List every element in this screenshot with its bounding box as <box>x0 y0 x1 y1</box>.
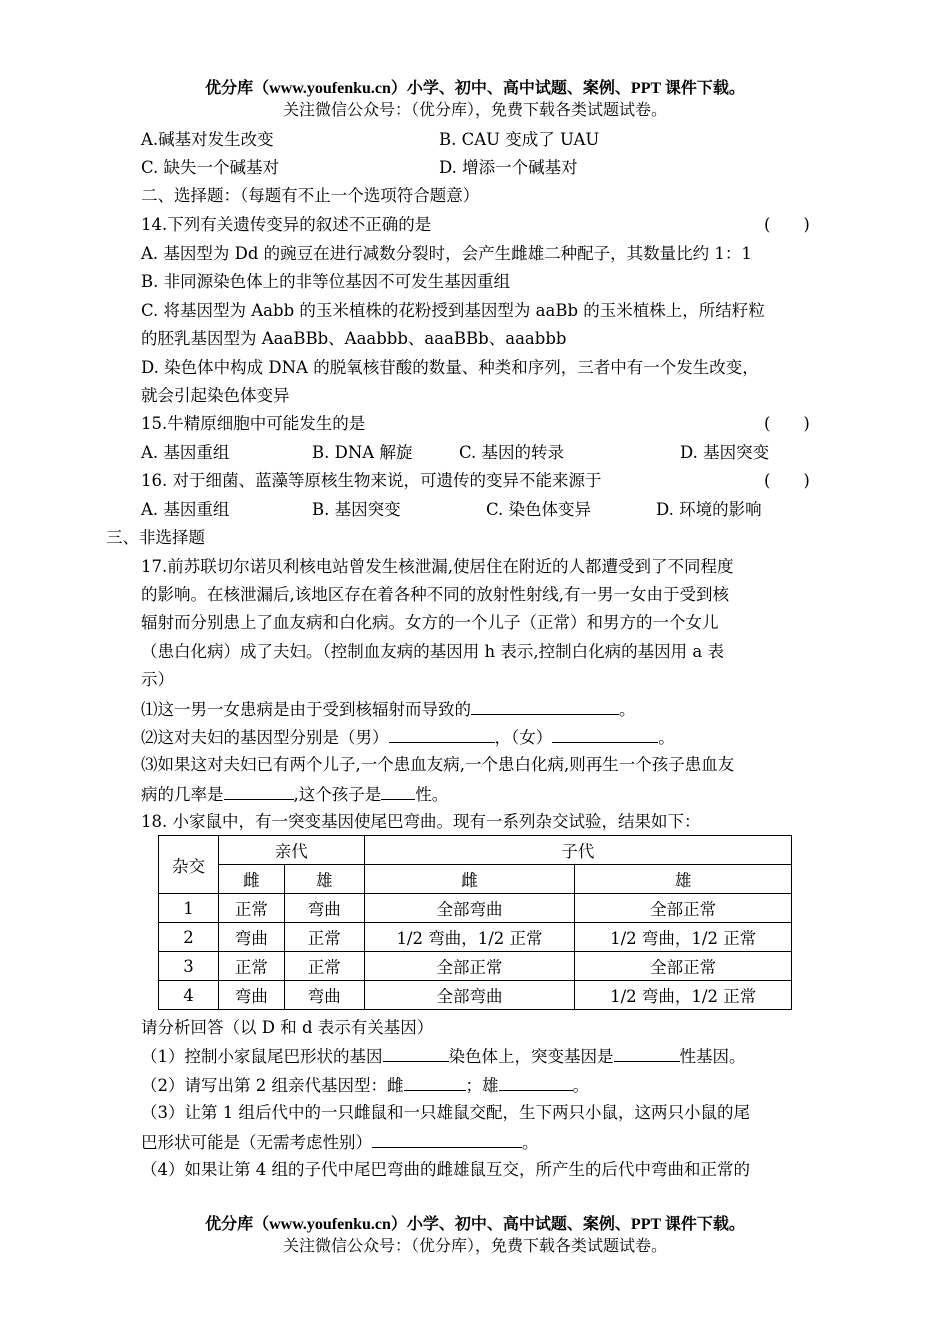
q17-sub1 <box>141 697 636 722</box>
q16-option-d: D. 环境的影响 <box>656 500 762 519</box>
q16-option-b: B. 基因突变 <box>312 500 401 519</box>
q18-part1-dominance-blank[interactable] <box>614 1044 680 1062</box>
q13-option-c: C. 缺失一个碱基对 <box>141 158 280 177</box>
q18-part1-text: （1）控制小家鼠尾巴形状的基因 <box>141 1047 383 1066</box>
q16-option-c: C. 染色体变异 <box>486 500 592 519</box>
q17-sub3-line2 <box>141 782 448 807</box>
table-row <box>159 923 792 952</box>
q15-option-a: A. 基因重组 <box>141 443 230 462</box>
cell-parent-male: 弯曲 <box>284 894 364 923</box>
section-2-title: 二、选择题：（每题有不止一个选项符合题意） <box>141 186 480 205</box>
table-row <box>159 981 792 1010</box>
q18-part3-line1: （3）让第 1 组后代中的一只雌鼠和一只雄鼠交配，生下两只小鼠，这两只小鼠的尾 <box>141 1103 750 1122</box>
table-row <box>159 894 792 923</box>
table-subheader-row <box>159 865 792 894</box>
footer-site-line: 优分库（www.youfenku.cn）小学、初中、高中试题、案例、PPT 课件下载。 <box>205 1216 745 1233</box>
q17-sub3-end: 性。 <box>415 785 449 804</box>
q17-sub2-female-label: ，（女） <box>494 728 553 747</box>
cell-offspring-female: 全部弯曲 <box>364 894 575 923</box>
cell-cross-no: 3 <box>159 952 219 981</box>
header-offspring-female: 雌 <box>364 865 575 894</box>
cell-offspring-female: 全部正常 <box>364 952 575 981</box>
cell-parent-female: 正常 <box>218 894 284 923</box>
cell-offspring-male: 全部正常 <box>575 952 792 981</box>
cell-cross-no: 4 <box>159 981 219 1010</box>
q14-option-a: A. 基因型为 Dd 的豌豆在进行减数分裂时，会产生雌雄二种配子，其数量比约 1：1 <box>141 244 752 263</box>
q18-part2-text: （2）请写出第 2 组亲代基因型：雌 <box>141 1076 404 1095</box>
q17-sub2-male-blank[interactable] <box>389 725 495 743</box>
q15-stem: 15.牛精原细胞中可能发生的是 <box>141 414 366 433</box>
header-wechat-line: 关注微信公众号：（优分库），免费下载各类试题试卷。 <box>282 100 667 119</box>
q17-sub3-probability-blank[interactable] <box>224 782 294 800</box>
q17-text-line1: 17.前苏联切尔诺贝利核电站曾发生核泄漏,使居住在附近的人都遭受到了不同程度 <box>141 557 734 576</box>
cell-parent-male: 弯曲 <box>284 981 364 1010</box>
q18-part4-line1: （4）如果让第 4 组的子代中尾巴弯曲的雌雄鼠互交，所产生的后代中弯曲和正常的 <box>141 1160 750 1179</box>
q18-stem: 18. 小家鼠中，有一突变基因使尾巴弯曲。现有一系列杂交试验，结果如下： <box>141 812 701 831</box>
q13-option-d: D. 增添一个碱基对 <box>439 158 578 177</box>
cell-parent-male: 正常 <box>284 923 364 952</box>
q18-part3-text: 巴形状可能是（无需考虑性别） <box>141 1133 372 1152</box>
q17-sub2-end: 。 <box>658 728 675 747</box>
q17-sub2-text: ⑵这对夫妇的基因型分别是（男） <box>141 728 389 747</box>
cross-results-table <box>158 835 792 1010</box>
footer-wechat-line: 关注微信公众号：（优分库），免费下载各类试题试卷。 <box>282 1236 667 1255</box>
q18-intro: 请分析回答（以 D 和 d 表示有关基因） <box>141 1018 434 1037</box>
q17-sub3-mid: ,这个孩子是 <box>293 785 382 804</box>
header-cross: 杂交 <box>159 836 219 894</box>
q17-text-line2: 的影响。在核泄漏后,该地区存在着各种不同的放射性射线,有一男一女由于受到核 <box>141 585 729 604</box>
q18-part2-end: 。 <box>572 1076 589 1095</box>
q18-part2-male-label: ；雄 <box>465 1076 499 1095</box>
q15-option-c: C. 基因的转录 <box>459 443 565 462</box>
cell-offspring-male: 1/2 弯曲，1/2 正常 <box>575 923 792 952</box>
q14-option-b: B. 非同源染色体上的非等位基因不可发生基因重组 <box>141 272 511 291</box>
cell-offspring-female: 全部弯曲 <box>364 981 575 1010</box>
header-offspring: 子代 <box>364 836 791 865</box>
q13-option-a: A.碱基对发生改变 <box>141 130 274 149</box>
q14-option-d-line2: 就会引起染色体变异 <box>141 386 290 405</box>
q14-option-d-line1: D. 染色体中构成 DNA 的脱氧核苷酸的数量、种类和序列，三者中有一个发生改变， <box>141 358 759 377</box>
cell-parent-female: 正常 <box>218 952 284 981</box>
q18-part1 <box>141 1044 746 1069</box>
q18-part3-answer-blank[interactable] <box>372 1130 522 1148</box>
table-row <box>159 952 792 981</box>
section-3-title: 三、非选择题 <box>106 528 205 547</box>
cell-cross-no: 2 <box>159 923 219 952</box>
q16-answer-paren: ( ) <box>764 471 810 490</box>
q18-part2 <box>141 1073 589 1098</box>
q18-part3-line2 <box>141 1130 539 1155</box>
table-header-row <box>159 836 792 865</box>
q17-sub2-female-blank[interactable] <box>552 725 658 743</box>
header-parent: 亲代 <box>218 836 364 865</box>
q14-option-c-line1: C. 将基因型为 Aabb 的玉米植株的花粉授到基因型为 aaBb 的玉米植株上，所结籽粒 <box>141 301 765 320</box>
q16-option-a: A. 基因重组 <box>141 500 230 519</box>
q17-sub3-sex-blank[interactable] <box>381 782 415 800</box>
q15-answer-paren: ( ) <box>764 414 810 433</box>
cell-parent-female: 弯曲 <box>218 923 284 952</box>
q15-option-d: D. 基因突变 <box>680 443 770 462</box>
header-parent-female: 雌 <box>218 865 284 894</box>
q14-stem: 14.下列有关遗传变异的叙述不正确的是 <box>141 215 432 234</box>
q18-part2-female-blank[interactable] <box>404 1073 466 1091</box>
q14-answer-paren: ( ) <box>764 215 810 234</box>
q18-part1-mid: 染色体上，突变基因是 <box>448 1047 614 1066</box>
q13-option-b: B. CAU 变成了 UAU <box>439 130 600 149</box>
q17-sub1-answer-blank[interactable] <box>471 697 619 715</box>
cell-parent-male: 正常 <box>284 952 364 981</box>
cell-offspring-male: 1/2 弯曲，1/2 正常 <box>575 981 792 1010</box>
q17-sub3-line1: ⑶如果这对夫妇已有两个儿子,一个患血友病,一个患白化病,则再生一个孩子患血友 <box>141 755 735 774</box>
q18-part2-male-blank[interactable] <box>499 1073 573 1091</box>
page-footer <box>0 1214 950 1256</box>
q18-part1-end: 性基因。 <box>679 1047 746 1066</box>
q17-text-line4: （患白化病）成了夫妇。（控制血友病的基因用 h 表示,控制白化病的基因用 a 表 <box>141 642 724 661</box>
cell-parent-female: 弯曲 <box>218 981 284 1010</box>
cell-offspring-female: 1/2 弯曲，1/2 正常 <box>364 923 575 952</box>
q15-option-b: B. DNA 解旋 <box>312 443 413 462</box>
q16-stem: 16. 对于细菌、蓝藻等原核生物来说，可遗传的变异不能来源于 <box>141 471 602 490</box>
cell-cross-no: 1 <box>159 894 219 923</box>
q17-sub1-text: ⑴这一男一女患病是由于受到核辐射而导致的 <box>141 700 471 719</box>
q18-part3-end: 。 <box>522 1133 539 1152</box>
q17-text-line5: 示） <box>141 670 174 689</box>
page-header-top <box>0 78 950 120</box>
q17-sub3-text: 病的几率是 <box>141 785 224 804</box>
header-site-line: 优分库（www.youfenku.cn）小学、初中、高中试题、案例、PPT 课件下载。 <box>205 80 745 97</box>
header-offspring-male: 雄 <box>575 865 792 894</box>
cell-offspring-male: 全部正常 <box>575 894 792 923</box>
q14-option-c-line2: 的胚乳基因型为 AaaBBb、Aaabbb、aaaBBb、aaabbb <box>141 329 567 348</box>
q17-sub1-end: 。 <box>619 700 636 719</box>
q17-sub2 <box>141 725 675 750</box>
header-parent-male: 雄 <box>284 865 364 894</box>
q18-part1-chromosome-blank[interactable] <box>383 1044 449 1062</box>
q17-text-line3: 辐射而分别患上了血友病和白化病。女方的一个儿子（正常）和男方的一个女儿 <box>141 613 719 632</box>
